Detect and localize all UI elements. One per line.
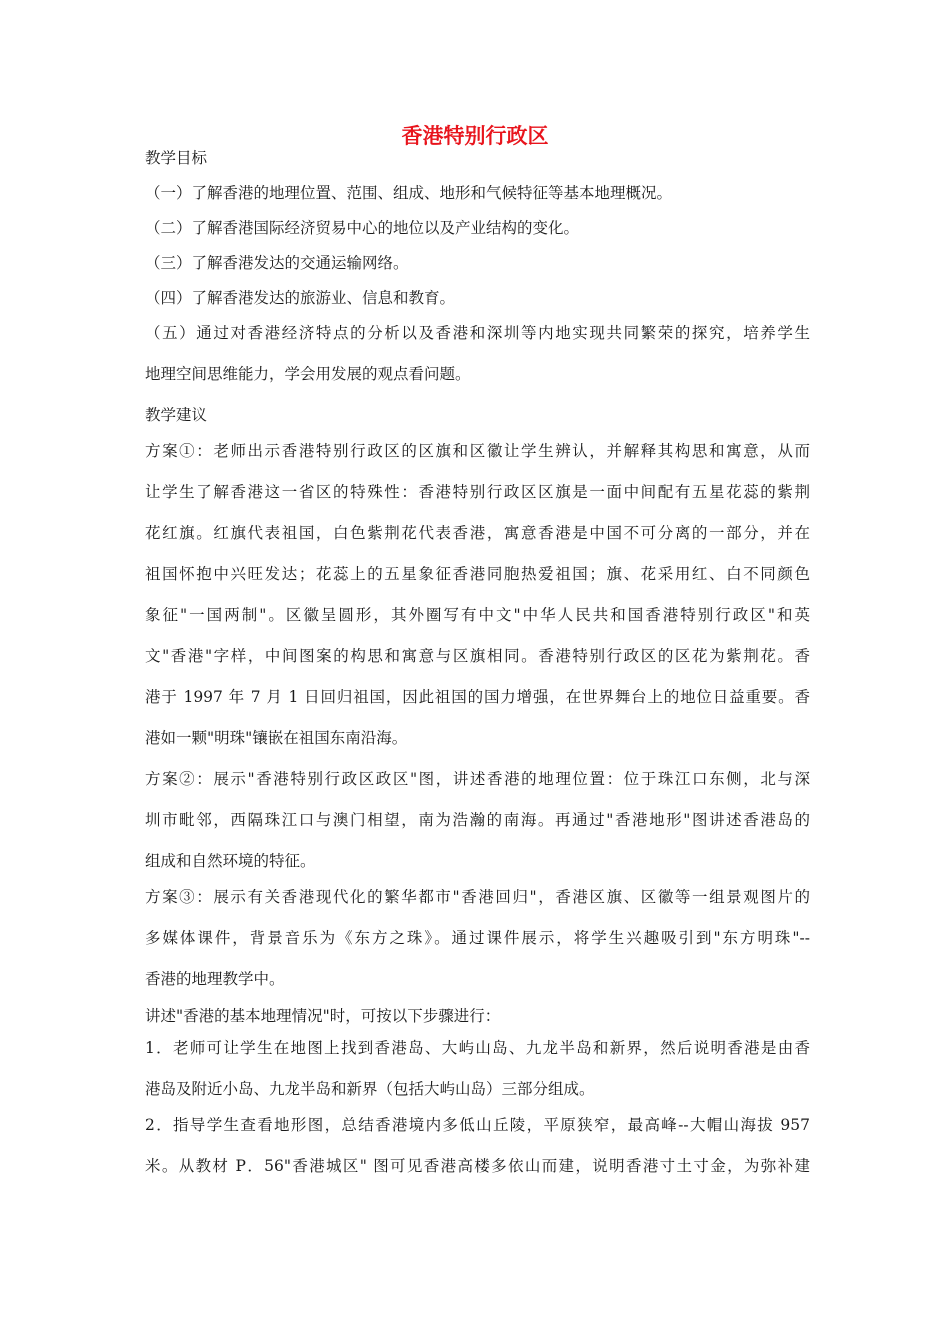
text-line: 组成和自然环境的特征。 xyxy=(145,852,316,870)
text-line: 方案①：老师出示香港特别行政区的区旗和区徽让学生辨认，并解释其构思和寓意，从而 xyxy=(145,442,810,460)
text-line: （一）了解香港的地理位置、范围、组成、地形和气候特征等基本地理概况。 xyxy=(145,184,673,202)
text-line: （三）了解香港发达的交通运输网络。 xyxy=(145,254,409,272)
text-line: 让学生了解香港这一省区的特殊性：香港特别行政区区旗是一面中间配有五星花蕊的紫荆 xyxy=(145,483,810,501)
text-line: 多媒体课件，背景音乐为《东方之珠》。通过课件展示，将学生兴趣吸引到"东方明珠"-- xyxy=(145,929,810,947)
text-line: 方案③：展示有关香港现代化的繁华都市"香港回归"，香港区旗、区徽等一组景观图片的 xyxy=(145,888,810,906)
text-line: 文"香港"字样，中间图案的构思和寓意与区旗相同。香港特别行政区的区花为紫荆花。香 xyxy=(145,647,810,665)
text-line: 地理空间思维能力，学会用发展的观点看问题。 xyxy=(145,365,471,383)
text-line: 1．老师可让学生在地图上找到香港岛、大屿山岛、九龙半岛和新界，然后说明香港是由香 xyxy=(145,1039,810,1057)
text-line: （四）了解香港发达的旅游业、信息和教育。 xyxy=(145,289,456,307)
text-line: 祖国怀抱中兴旺发达；花蕊上的五星象征香港同胞热爱祖国；旗、花采用红、白不同颜色 xyxy=(145,565,810,583)
text-line: 香港的地理教学中。 xyxy=(145,970,285,988)
text-line: （二）了解香港国际经济贸易中心的地位以及产业结构的变化。 xyxy=(145,219,580,237)
text-line: 圳市毗邻，西隔珠江口与澳门相望，南为浩瀚的南海。再通过"香港地形"图讲述香港岛的 xyxy=(145,811,810,829)
text-line: 教学建议 xyxy=(145,406,208,424)
text-line: 讲述"香港的基本地理情况"时，可按以下步骤进行： xyxy=(145,1007,501,1025)
text-line: 港岛及附近小岛、九龙半岛和新界（包括大屿山岛）三部分组成。 xyxy=(145,1080,595,1098)
text-line: 教学目标 xyxy=(145,149,208,167)
text-line: （五）通过对香港经济特点的分析以及香港和深圳等内地实现共同繁荣的探究，培养学生 xyxy=(145,324,810,342)
text-line: 象征"一国两制"。区徽呈圆形，其外圈写有中文"中华人民共和国香港特别行政区"和英 xyxy=(145,606,810,624)
text-line: 方案②：展示"香港特别行政区政区"图，讲述香港的地理位置：位于珠江口东侧，北与深 xyxy=(145,770,810,788)
page-title: 香港特别行政区 xyxy=(401,124,549,148)
text-line: 港于 1997 年 7 月 1 日回归祖国，因此祖国的国力增强，在世界舞台上的地位日益重要。香 xyxy=(145,688,810,706)
text-line: 2．指导学生查看地形图，总结香港境内多低山丘陵，平原狭窄，最高峰--大帽山海拔 957 xyxy=(145,1116,810,1134)
text-line: 港如一颗"明珠"镶嵌在祖国东南沿海。 xyxy=(145,729,408,747)
text-line: 花红旗。红旗代表祖国，白色紫荆花代表香港，寓意香港是中国不可分离的一部分，并在 xyxy=(145,524,810,542)
text-line: 米。从教材 P．56"香港城区" 图可见香港高楼多依山而建，说明香港寸土寸金，为弥补建 xyxy=(145,1157,810,1175)
